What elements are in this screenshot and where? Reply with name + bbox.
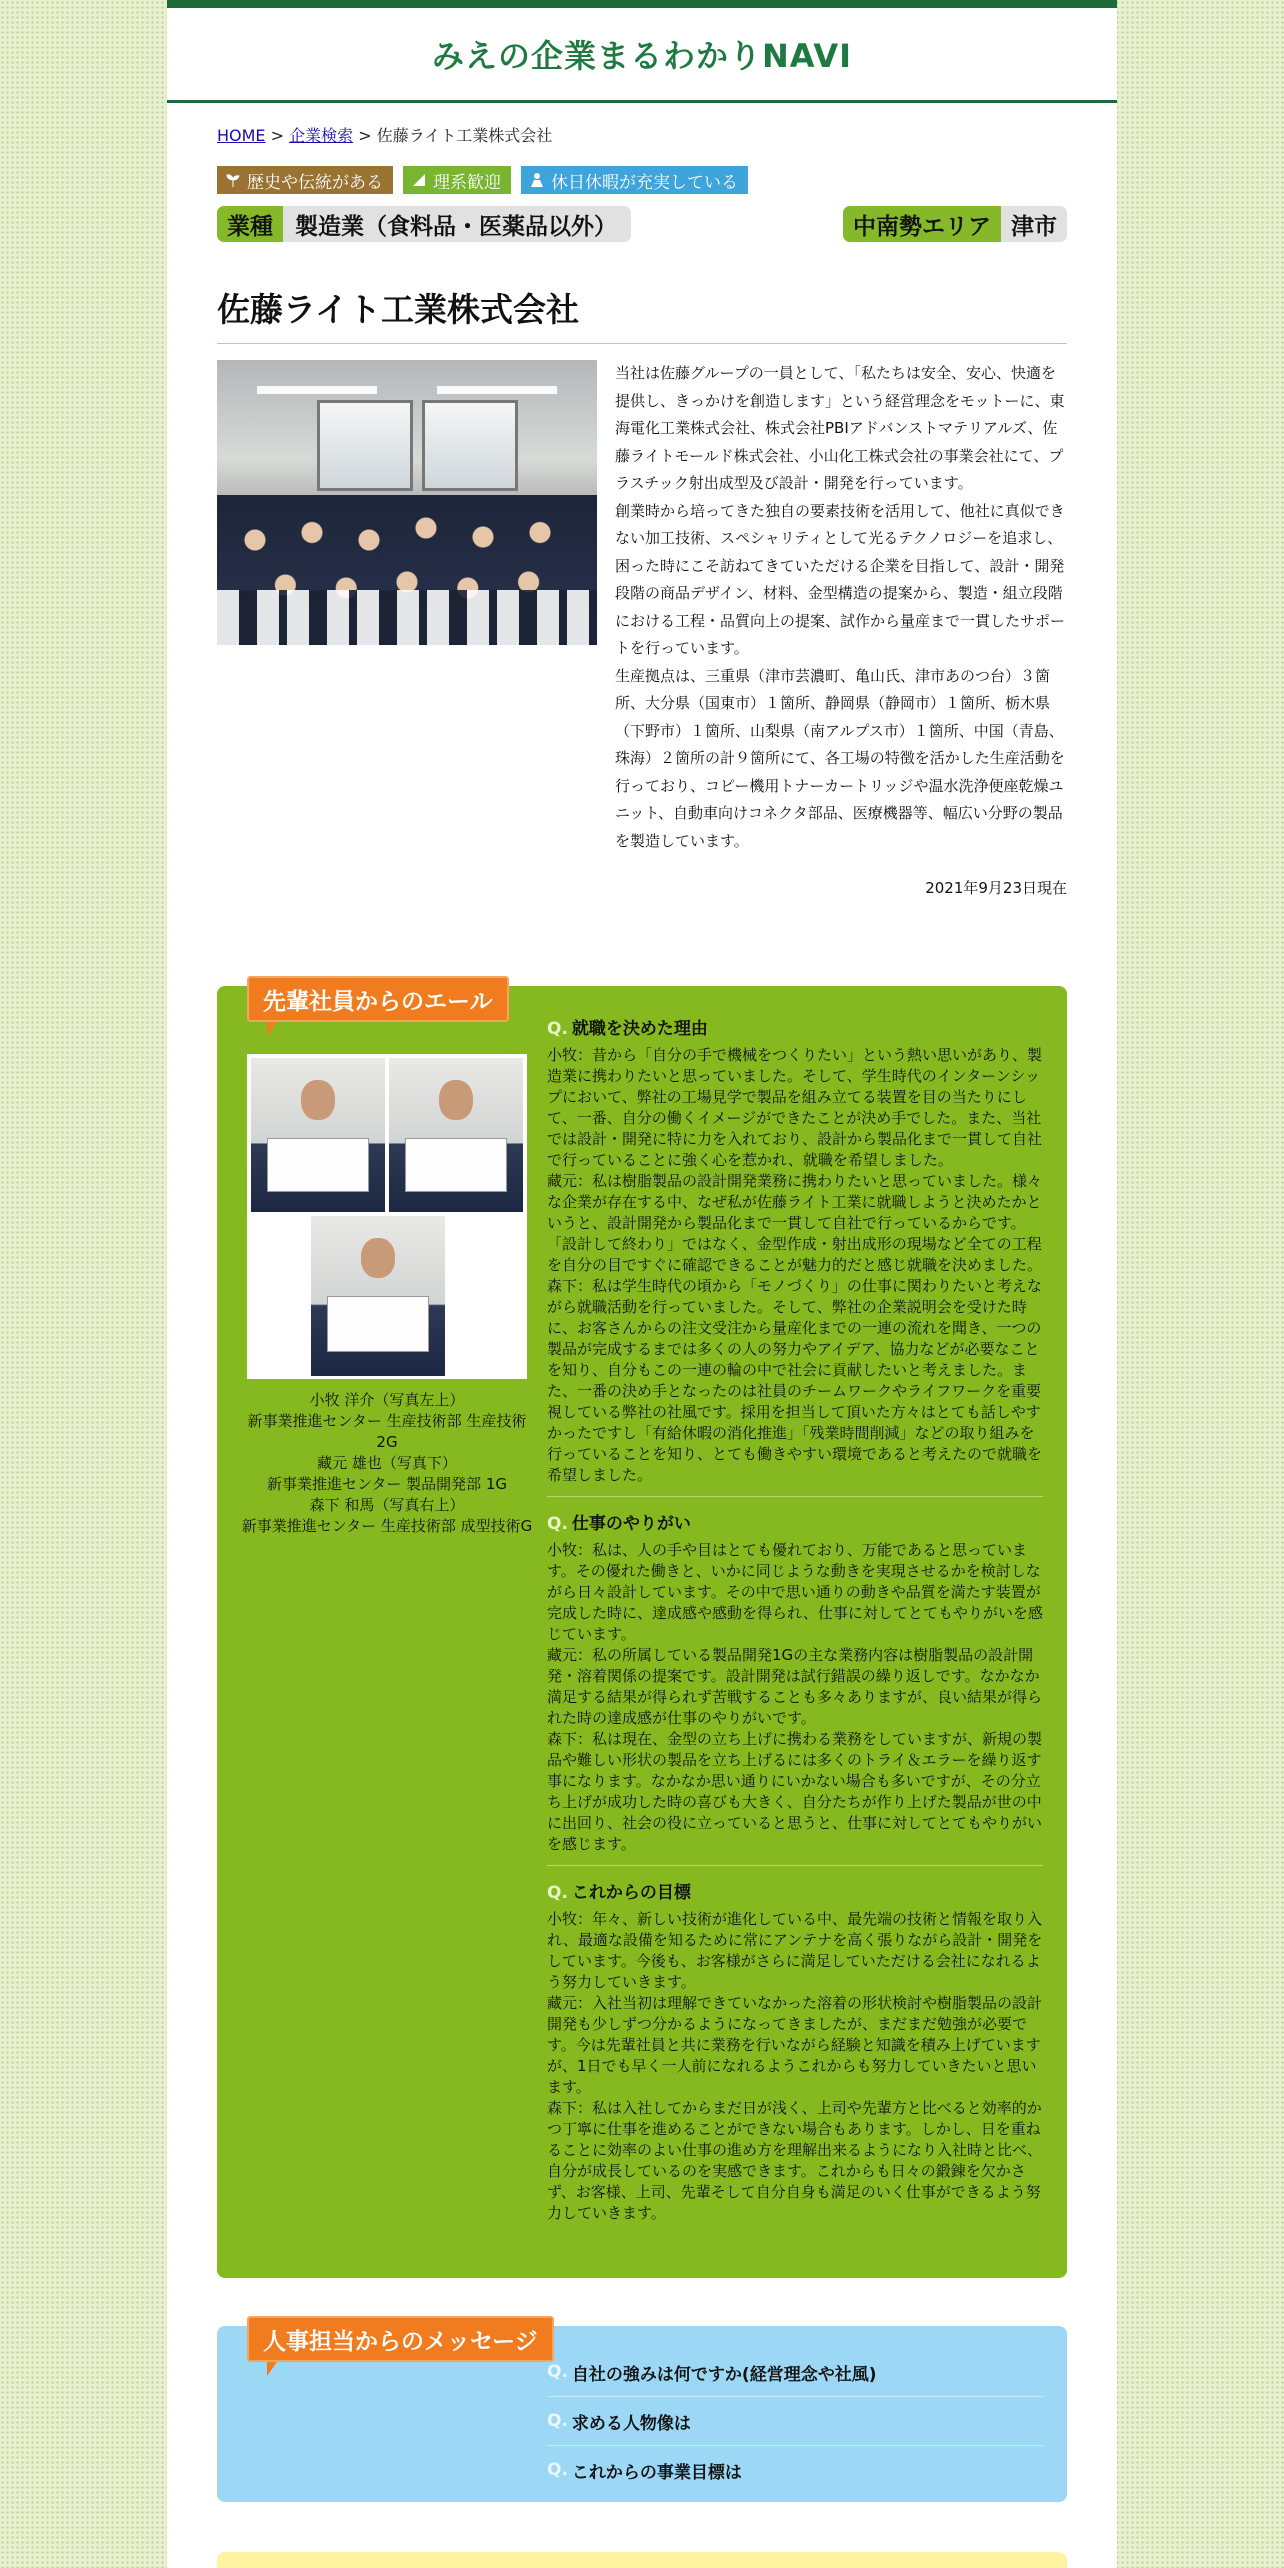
feature-tags — [217, 166, 1067, 194]
tag-history[interactable] — [217, 166, 393, 194]
area-value: 津市 — [1001, 206, 1067, 242]
company-name: 佐藤ライト工業株式会社 — [217, 284, 1067, 344]
as-of-date: 2021年9月23日現在 — [925, 879, 1067, 897]
intro-paragraph: 当社は佐藤グループの一員として、「私たちは安全、安心、快適を提供し、きっかけを創造します」という経営理念をモットーに、東海電化工業株式会社、株式会社PBIアドバンストマテリアルズ、佐藤ライトモールド株式会社、小山化工株式会社の事業会社にて、プラスチック射出成型及び設計・開発を行っています。 — [615, 364, 1065, 492]
breadcrumb-separator: > — [358, 126, 372, 145]
next-section-panel — [217, 2552, 1067, 2568]
intro-text — [615, 360, 1067, 855]
seedling-icon — [225, 172, 241, 188]
intro-paragraph: 生産拠点は、三重県（津市芸濃町、亀山氏、津市あのつ台）３箇所、大分県（国東市）１箇所、静岡県（静岡市）１箇所、栃木県（下野市）１箇所、山梨県（南アルプス市）１箇所、中国（青島、珠海）２箇所の計９箇所にて、各工場の特徴を活かした生産活動を行っており、コピー機用トナーカートリッジや温水洗浄便座乾燥ユニット、自動車向けコネクタ部品、医療機器等、幅広い分野の製品を製造しています。 — [615, 666, 1065, 850]
answer-paragraph: 森下：私は現在、金型の立ち上げに携わる業務をしていますが、新規の製品や難しい形状の製品を立ち上げるには多くのトライ＆エラーを繰り返す事になります。なかなか思い通りにいかない場合も多いですが、その分立ち上げが成功した時の喜びも大きく、自分たちが作り上げた製品が世の中に出回り、社会の役に立っていると思うと、仕事に対してとてもやりがいを感じます。 — [547, 1730, 1043, 1853]
answer — [547, 1045, 1043, 1486]
q-mark: Q. — [547, 1883, 568, 1903]
q-mark: Q. — [547, 2411, 568, 2431]
company-group-photo — [217, 360, 597, 645]
staff-caption-line: 小牧 洋介（写真左上） — [309, 1391, 465, 1409]
breadcrumb-home-link[interactable]: HOME — [217, 126, 266, 145]
staff-photos — [247, 1054, 527, 1379]
staff-caption-line: 新事業推進センター 生産技術部 成型技術G — [241, 1517, 533, 1535]
tag-label: 休日休暇が充実している — [551, 172, 738, 193]
tag-holidays[interactable] — [521, 166, 748, 194]
q-mark: Q. — [547, 1514, 568, 1534]
answer-paragraph: 藏元：私の所属している製品開発1Gの主な業務内容は樹脂製品の設計開発・溶着関係の提案です。設計開発は試行錯誤の繰り返しです。なかなか満足する結果が得られず苦戦することも多々ありますが、良い結果が得られた時の達成感が仕事のやりがいです。 — [547, 1646, 1043, 1727]
question-text: これからの目標 — [571, 1883, 691, 1903]
hr-question-business-goals[interactable] — [547, 2446, 1043, 2494]
breadcrumb-separator: > — [270, 126, 285, 145]
qa-reason — [547, 1014, 1043, 1497]
senior-staff-panel — [217, 986, 1067, 2278]
triangle-ruler-icon — [411, 172, 427, 188]
top-bar — [167, 0, 1117, 8]
question — [547, 1878, 1043, 1903]
category-row — [217, 206, 1067, 242]
staff-caption-line: 新事業推進センター 生産技術部 生産技術2G — [247, 1412, 527, 1451]
answer-paragraph: 藏元：入社当初は理解できていなかった溶着の形状検討や樹脂製品の設計開発も少しずつ分かるようになってきましたが、まだまだ勉強が必要です。今は先輩社員と共に業務を行いながら経験と知識を積み上げていますが、1日でも早く一人前になれるようこれからも努力していきたいと思います。 — [547, 1994, 1043, 2096]
senior-qa-list — [547, 1014, 1043, 2246]
hr-message-panel — [217, 2326, 1067, 2502]
staff-photo-top-right — [389, 1058, 523, 1212]
breadcrumb-search-link[interactable]: 企業検索 — [289, 126, 354, 145]
tag-science[interactable] — [403, 166, 511, 194]
qa-goals — [547, 1878, 1043, 2234]
answer — [547, 1540, 1043, 1855]
q-mark: Q. — [547, 2362, 568, 2382]
relax-icon — [529, 172, 545, 188]
answer-paragraph: 小牧：昔から「自分の手で機械をつくりたい」という熱い思いがあり、製造業に携わりたいと思っていました。そして、学生時代のインターンシップにおいて、弊社の工場見学で製品を組み立てる装置を目の当たりにして、一番、自分の働くイメージができたことが決め手でした。また、当社では設計・開発に特に力を入れており、設計から製品化まで一貫して自社で行っていることに強く心を惹かれ、就職を希望しました。 — [547, 1046, 1043, 1169]
q-mark: Q. — [547, 2460, 568, 2480]
site-title[interactable]: みえの企業まるわかりNAVI — [167, 8, 1117, 103]
answer-paragraph: 小牧：年々、新しい技術が進化している中、最先端の技術と情報を取り入れ、最適な設備を知るために常にアンテナを高く張りながら設計・開発をしています。今後も、お客様がさらに満足していただける会社になれるよう努力していきます。 — [547, 1910, 1043, 1991]
hr-question-list — [547, 2348, 1043, 2494]
staff-caption-line: 新事業推進センター 製品開発部 1G — [266, 1475, 508, 1493]
hr-question-text: 自社の強みは何ですか(経営理念や社風) — [571, 2364, 877, 2385]
question-text: 仕事のやりがい — [571, 1514, 691, 1534]
question — [547, 1509, 1043, 1534]
tag-label: 歴史や伝統がある — [247, 172, 383, 193]
page — [167, 0, 1117, 2568]
qa-rewarding — [547, 1509, 1043, 1866]
staff-photo-top-left — [251, 1058, 385, 1212]
answer — [547, 1909, 1043, 2224]
industry-value: 製造業（食料品・医薬品以外） — [283, 206, 631, 242]
hr-question-text: これからの事業目標は — [571, 2462, 742, 2483]
answer-paragraph: 藏元：私は樹脂製品の設計開発業務に携わりたいと思っていました。様々な企業が存在する中、なぜ私が佐藤ライト工業に就職しようと決めたかというと、設計開発から製品化まで一貫して自社で行っているからです。「設計して終わり」ではなく、金型作成・射出成形の現場など全ての工程を自分の目ですぐに確認できることが魅力的だと感じ就職を決めました。 — [547, 1172, 1043, 1274]
content — [167, 123, 1117, 898]
answer-paragraph: 森下：私は入社してからまだ日が浅く、上司や先輩方と比べると効率的かつ丁寧に仕事を進めることができない場合もあります。しかし、日を重ねることに効率のよい仕事の進め方を理解出来るようになり入社時と比べ、自分が成長しているのを実感できます。これからも日々の鍛錬を欠かさず、お客様、上司、先輩そして自分自身も満足のいく仕事ができるよう努力していきます。 — [547, 2099, 1043, 2222]
hr-question-text: 求める人物像は — [571, 2413, 691, 2434]
tag-label: 理系歓迎 — [433, 172, 501, 193]
staff-photo-bottom — [311, 1216, 445, 1376]
hr-question-strengths[interactable] — [547, 2348, 1043, 2397]
staff-caption-line: 藏元 雄也（写真下） — [317, 1454, 457, 1472]
staff-caption-line: 森下 和馬（写真右上） — [309, 1496, 465, 1514]
answer-paragraph: 森下：私は学生時代の頃から「モノづくり」の仕事に関わりたいと考えながら就職活動を行っていました。そして、弊社の企業説明会を受けた時に、お客さんからの注文受注から量産化までの一連の流れを聞き、一つの製品が完成するまでは多くの人の努力やアイデア、協力などが必要なことを知り、自分もこの一連の輪の中で社会に貢献したいと考えました。また、一番の決め手となったのは社員のチームワークやライフワークを重要視している弊社の社風です。採用を担当して頂いた方々はとても話しやすかったですし「有給休暇の消化推進」「残業時間削減」などの取り組みを行っていることを知り、とても働きやすい環境であると考えたので就職を希望しました。 — [547, 1277, 1043, 1484]
breadcrumb-current: 佐藤ライト工業株式会社 — [376, 126, 553, 145]
hr-question-ideal-candidate[interactable] — [547, 2397, 1043, 2446]
question — [547, 1014, 1043, 1039]
area-key: 中南勢エリア — [843, 206, 1001, 242]
staff-caption — [237, 1390, 537, 1537]
answer-paragraph: 小牧：私は、人の手や目はとても優れており、万能であると思っています。その優れた働きと、いかに同じような動きを実現させるかを検討しながら日々設計しています。その中で思い通りの動きや品質を満たす装置が完成した時に、達成感や感動を得られ、仕事に対してとてもやりがいを感じています。 — [547, 1541, 1043, 1643]
intro-paragraph: 創業時から培ってきた独自の要素技術を活用して、他社に真似できない加工技術、スペシャリティとして光るテクノロジーを追求し、困った時にこそ訪ねてきていただける企業を目指して、設計・開発段階の商品デザイン、材料、金型構造の提案から、製造・組立段階における工程・品質向上の提案、試作から量産まで一貫したサポートを行っています。 — [615, 501, 1066, 657]
industry-pill — [217, 206, 631, 242]
company-intro — [217, 360, 1067, 855]
senior-staff-badge: 先輩社員からのエール — [247, 976, 509, 1022]
q-mark: Q. — [547, 1019, 568, 1039]
hr-message-badge: 人事担当からのメッセージ — [247, 2316, 554, 2362]
area-pill — [843, 206, 1067, 242]
breadcrumb — [217, 123, 1067, 146]
industry-key: 業種 — [217, 206, 283, 242]
question-text: 就職を決めた理由 — [571, 1019, 708, 1039]
